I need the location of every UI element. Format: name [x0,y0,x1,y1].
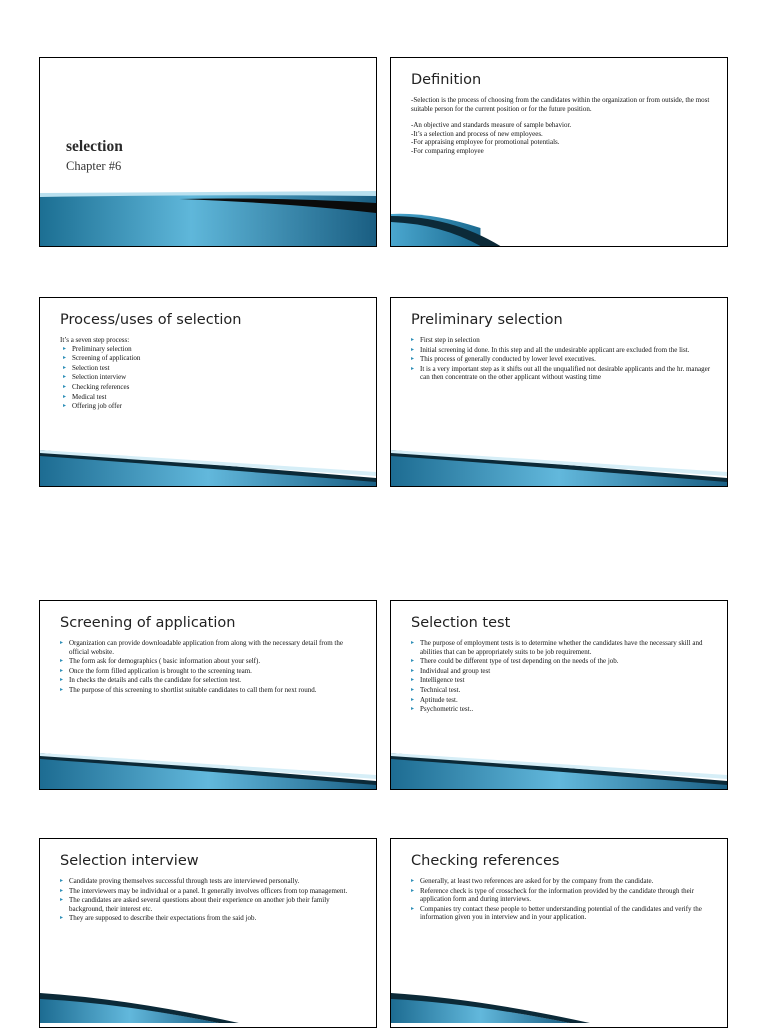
paragraph: -For appraising employee for promotional potentials. [411,138,560,147]
intro-text: It’s a seven step process: [60,336,130,344]
list-item: ▸ Screening of application [60,354,360,363]
slide-title: Process/uses of selection [60,312,242,328]
slide-title: Checking references [411,853,560,869]
slide-cover [39,57,377,247]
list-item: ▸ Medical test [60,393,360,402]
slide-wave [391,196,727,246]
slide-body [411,336,711,383]
list-item: ▸ Psychometric test.. [411,705,711,714]
paragraph: -An objective and standards measure of sample behavior. [411,121,572,130]
slide-interview [39,838,377,1028]
list-item: ▸ Preliminary selection [60,345,360,354]
slide-body [60,877,360,924]
slide-title: Screening of application [60,615,236,631]
slide-body [411,639,711,715]
paragraph: -For comparing employee [411,146,484,155]
list-item: ▸ There could be different type of test depending on the needs of the job. [411,657,711,666]
list-item: ▸ Candidate proving themselves successful through tests are interviewed personally. [60,877,360,886]
list-item: ▸ Generally, at least two references are asked for by the company from the candidate. [411,877,711,886]
list-item: ▸ Technical test. [411,686,711,695]
slide-references [390,838,728,1028]
slide-wave [391,987,727,1023]
slide-selection-test [390,600,728,790]
slide-wave [40,450,376,486]
list-item: ▸ They are supposed to describe their expectations from the said job. [60,914,360,923]
list-item: ▸ Intelligence test [411,676,711,685]
list-item: ▸ Selection interview [60,373,360,382]
slide-banner [40,191,376,246]
slide-body [60,639,360,696]
list-item: ▸ The candidates are asked several questions about their experience on another job their family background, their interest etc. [60,896,360,913]
list-item: ▸ The form ask for demographics ( basic information about your self). [60,657,360,666]
list-item: ▸ Selection test [60,364,360,373]
slide-preliminary [390,297,728,487]
slide-title: Selection interview [60,853,199,869]
list-item: ▸ Reference check is type of crosscheck for the information provided by the candidate through their application form and during interviews. [411,887,711,904]
slide-definition [390,57,728,247]
list-item: ▸ Initial screening id done. In this step and all the undesirable applicant are excluded from the list. [411,346,711,355]
slide-wave [40,987,376,1023]
slide-wave [40,753,376,789]
list-item: ▸ Offering job offer [60,402,360,411]
slide-title: selection [66,138,123,155]
slide-title: Preliminary selection [411,312,563,328]
list-item: ▸ First step in selection [411,336,711,345]
slide-title: Selection test [411,615,511,631]
list-item: ▸ Checking references [60,383,360,392]
slide-body [60,336,360,412]
list-item: ▸ The purpose of employment tests is to determine whether the candidates have the necessary skill and abilities that can be appropriately suits to be job requirement. [411,639,711,656]
slide-process [39,297,377,487]
list-item: ▸ Companies try contact these people to better understanding potential of the candidates and verify the information given you in interview and in your application. [411,905,711,922]
list-item: ▸ It is a very important step as it shifts out all the unqualified not desirable applicants and the hr. manager can then concentrate on the other applicant without wasting time [411,365,711,382]
list-item: ▸ The interviewers may be individual or a panel. It generally involves officers from top management. [60,887,360,896]
slide-body [411,96,711,156]
slide-wave [391,753,727,789]
paragraph: -Selection is the process of choosing from the candidates within the organization or from outside, the most suitable person for the current position or for the future position. [411,96,710,113]
list-item: ▸ Aptitude test. [411,696,711,705]
slide-screening [39,600,377,790]
list-item: ▸ This process of generally conducted by lower level executives. [411,355,711,364]
slide-body [411,877,711,923]
slide-subtitle: Chapter #6 [66,159,122,173]
slide-title: Definition [411,72,482,88]
list-item: ▸ The purpose of this screening to shortlist suitable candidates to call them for next round. [60,686,360,695]
list-item: ▸ Individual and group test [411,667,711,676]
list-item: ▸ Once the form filled application is brought to the screening team. [60,667,360,676]
list-item: ▸ Organization can provide downloadable application from along with the necessary detail from the official website. [60,639,360,656]
list-item: ▸ In checks the details and calls the candidate for selection test. [60,676,360,685]
paragraph: -It’s a selection and process of new employees. [411,129,543,138]
slide-wave [391,450,727,486]
